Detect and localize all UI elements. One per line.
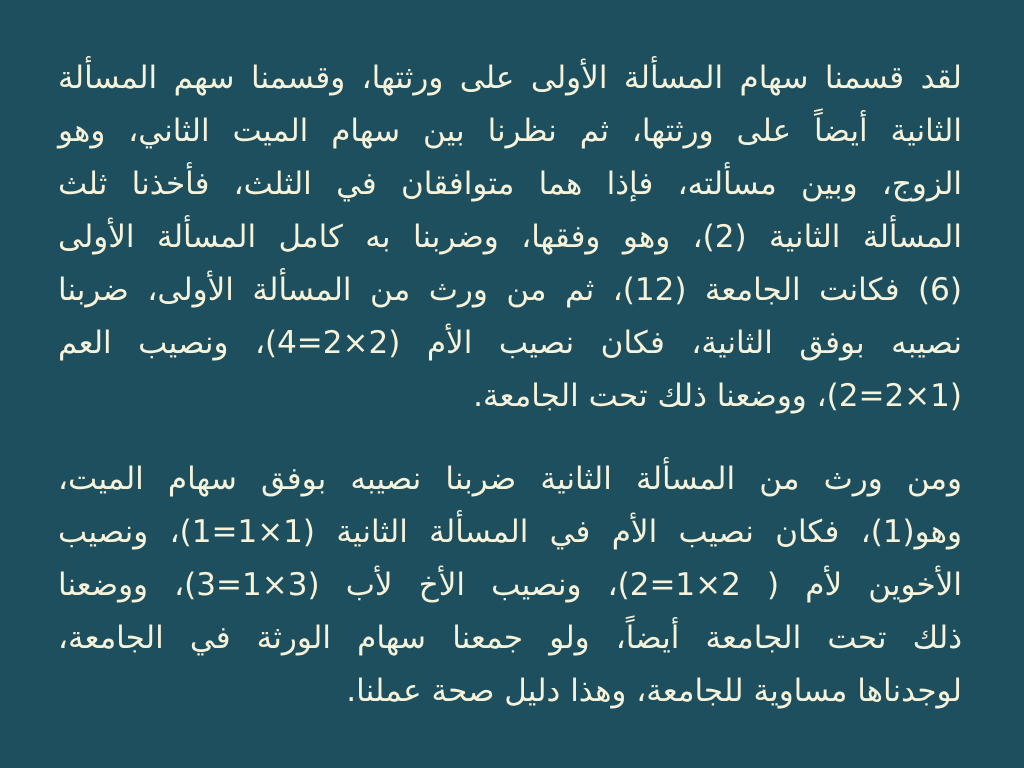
text-line: نصيبه بوفق الثانية، فكان نصيب الأم (2×2=4)، ونصيب العم [58, 325, 962, 361]
text-line: الثانية أيضاً على ورثتها، ثم نظرنا بين سهام الميت الثاني، وهو [58, 113, 962, 149]
text-line: لقد قسمنا سهام المسألة الأولى على ورثتها، وقسمنا سهم المسألة [58, 60, 962, 96]
text-line: (1×2=2)، ووضعنا ذلك تحت الجامعة. [473, 378, 962, 414]
text-line: وهو(1)، فكان نصيب الأم في المسألة الثانية (1×1=1)، ونصيب [58, 514, 962, 550]
text-line: لوجدناها مساوية للجامعة، وهذا دليل صحة عملنا. [346, 673, 962, 709]
paragraph-2 [58, 453, 962, 718]
text-line: المسألة الثانية (2)، وهو وفقها، وضربنا به كامل المسألة الأولى [58, 219, 962, 255]
text-line: الزوج، وبين مسألته، فإذا هما متوافقان في الثلث، فأخذنا ثلث [58, 166, 962, 202]
paragraph-1 [58, 52, 962, 423]
text-line: الأخوين لأم ( 2×1=2)، ونصيب الأخ لأب (3×1=3)، ووضعنا [58, 567, 962, 603]
text-line: (6) فكانت الجامعة (12)، ثم من ورث من المسألة الأولى، ضربنا [58, 272, 962, 308]
text-line: ذلك تحت الجامعة أيضاً، ولو جمعنا سهام الورثة في الجامعة، [58, 620, 962, 656]
text-line: ومن ورث من المسألة الثانية ضربنا نصيبه بوفق سهام الميت، [58, 461, 962, 497]
slide-body-text [58, 52, 962, 718]
